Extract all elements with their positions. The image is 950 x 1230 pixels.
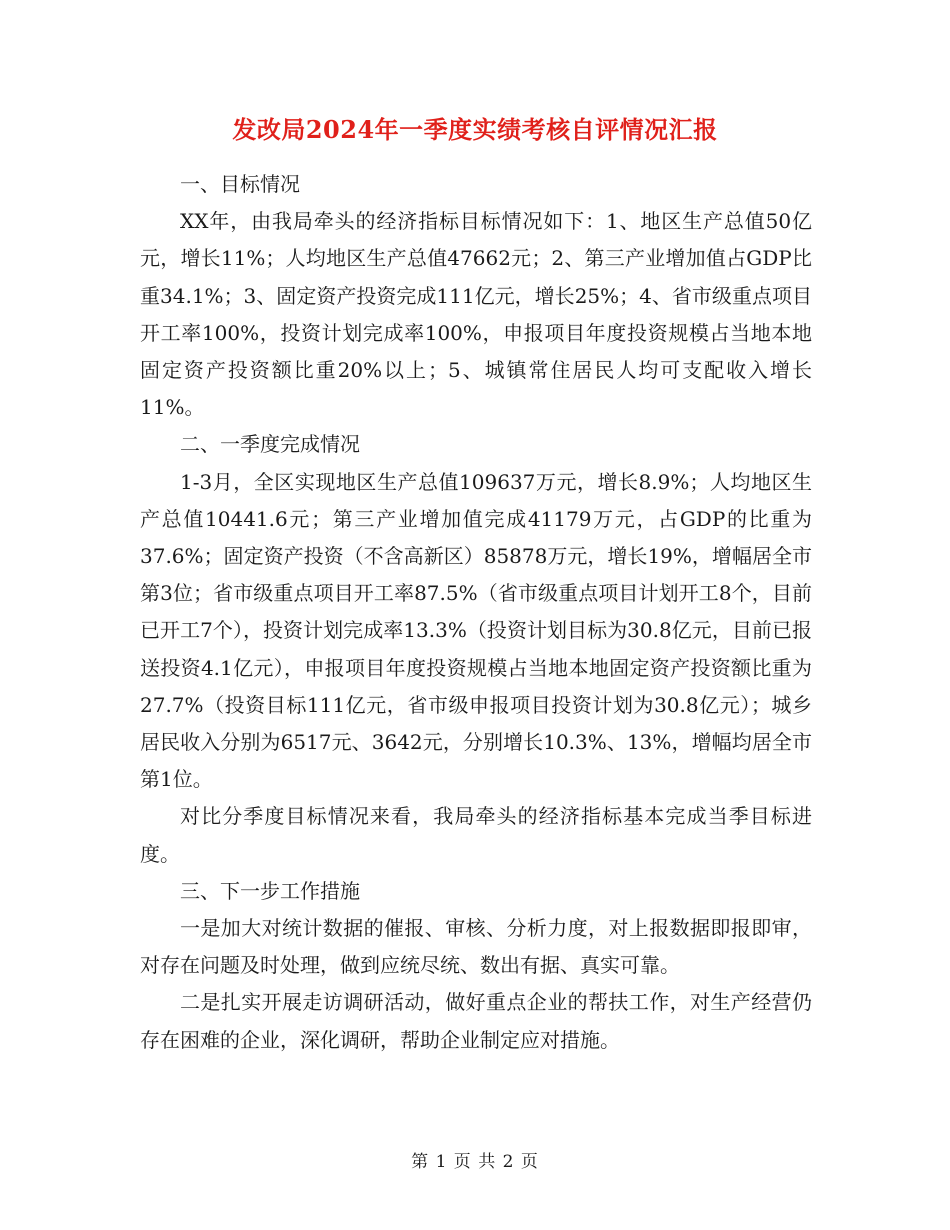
section-heading-next-steps: 三、下一步工作措施 [180,878,360,903]
page-number-footer: 第 1 页 共 2 页 [411,1152,539,1172]
paragraph-quarterly-comparison: 对比分季度目标情况来看，我局牵头的经济指标基本完成当季目标进度。 [140,804,812,866]
paragraph-next-step-2: 二是扎实开展走访调研活动，做好重点企业的帮扶工作，对生产经营仍存在困难的企业，深化调研，帮助企业制定应对措施。 [140,990,812,1052]
section-heading-targets: 一、目标情况 [180,172,300,196]
paragraph-targets: XX年，由我局牵头的经济指标目标情况如下：1、地区生产总值50亿元，增长11%；人均地区生产总值47662元；2、第三产业增加值占GDP比重34.1%；3、固定资产投资完成111亿元，增长25%；4、省市级重点项目开工率100%，投资计划完成率100%，申报项目年度投资规模占当地本地固定资产投资额比重20%以上；5、城镇常住居民人均可支配收入增长11%。 [140,209,812,420]
document-body [140,166,812,1059]
document-title: 发改局2024年一季度实绩考核自评情况汇报 [232,115,718,144]
section-heading-q1-completion: 二、一季度完成情况 [180,432,360,457]
paragraph-next-step-1: 一是加大对统计数据的催报、审核、分析力度，对上报数据即报即审，对存在问题及时处理，做到应统尽统、数出有据、真实可靠。 [140,916,812,978]
paragraph-q1-completion: 1-3月，全区实现地区生产总值109637万元，增长8.9%；人均地区生产总值10441.6元；第三产业增加值完成41179万元，占GDP的比重为37.6%；固定资产投资（不含高新区）85878万元，增长19%，增幅居全市第3位；省市级重点项目开工率87.5%（省市级重点项目计划开工8个，目前已开工7个），投资计划完成率13.3%（投资计划目标为30.8亿元，目前已报送投资4.1亿元），申报项目年度投资规模占当地本地固定资产投资额比重为27.7%（投资目标111亿元，省市级申报项目投资计划为30.8亿元）；城乡居民收入分别为6517元、3642元，分别增长10.3%、13%，增幅均居全市第1位。 [140,469,812,792]
